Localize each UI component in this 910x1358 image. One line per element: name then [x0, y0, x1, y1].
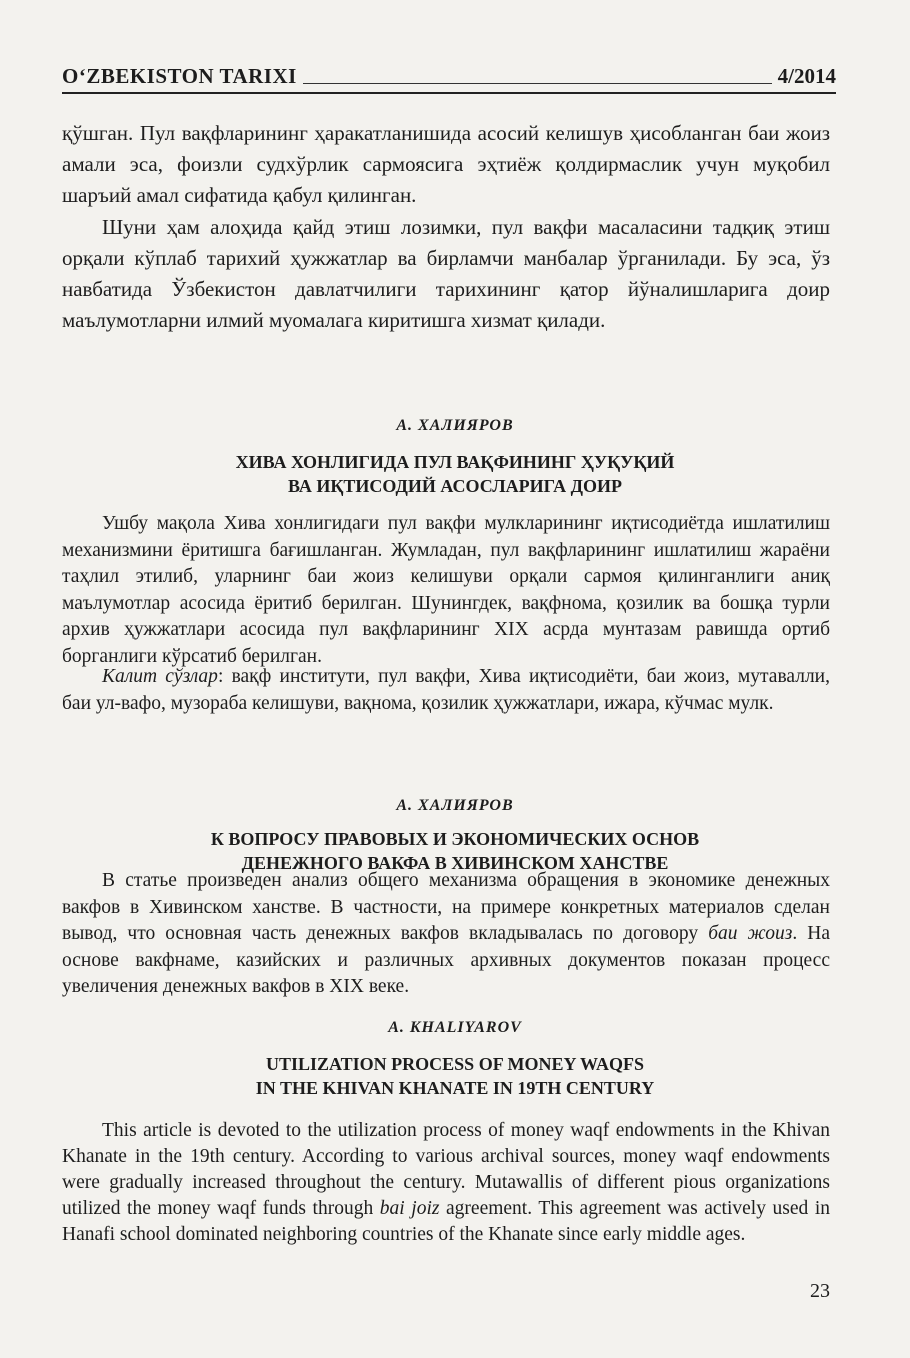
author-en: A. KHALIYAROV [388, 1019, 522, 1036]
keywords-label: Калит сўзлар [102, 666, 218, 687]
author-ru: А. ХАЛИЯРОВ [396, 797, 514, 814]
author-uz: А. ХАЛИЯРОВ [396, 417, 514, 434]
abstract-en-term: bai joiz [379, 1198, 440, 1219]
abstract-en-part-2: agreement. This agreement was actively used in Hanafi school dominated neighboring countries of the Khanate since early middle ages. [62, 1198, 830, 1245]
abstract-en [62, 1118, 830, 1248]
intro-paragraph-1: қўшган. Пул вақфларининг ҳаракатланишида асосий келишув ҳисобланган баи жоиз амали эса, фоизли судхўрлик сармоясига эҳтиёж қолдирмаслик учун муқобил шаръий амал сифатида қабул қилинган. [62, 121, 830, 207]
abstract-ru [62, 868, 830, 1001]
page-number: 23 [810, 1280, 830, 1302]
title-uz-line-1: ХИВА ХОНЛИГИДА ПУЛ ВАҚФИНИНГ ҲУҚУҚИЙ [235, 452, 675, 472]
title-uz-line-2: ВА ИҚТИСОДИЙ АСОСЛАРИГА ДОИР [287, 476, 623, 496]
intro-paragraph-2: Шуни ҳам алоҳида қайд этиш лозимки, пул вақфи масаласини тадқиқ этиш орқали кўплаб тарихий ҳужжатлар ва бирламчи манбалар ўрганилади. Бу эса, ўз навбатида Ўзбекистон давлатчилиги тарихининг қатор йўналишларига доир маълумотларни илмий муомалага киритишга хизмат қилади. [62, 215, 830, 332]
title-en-line-2: IN THE KHIVAN KHANATE IN 19TH CENTURY [255, 1078, 655, 1098]
title-en-line-1: UTILIZATION PROCESS OF MONEY WAQFS [265, 1054, 645, 1074]
article-title-uz [0, 450, 910, 498]
title-ru-line-2: ДЕНЕЖНОГО ВАКФА В ХИВИНСКОМ ХАНСТВЕ [241, 853, 669, 873]
keywords-text: : вақф институти, пул вақфи, Хива иқтисодиёти, баи жоиз, мутавалли, баи ул-вафо, музораба келишуви, вақнома, қозилик ҳужжатлари, ижара, кўчмас мулк. [62, 666, 830, 714]
abstract-en-part-1: This article is devoted to the utilization process of money waqf endowments in the Khivan Khanate in the 19th century. According to various archival sources, money waqf endowments were gradually increased throughout the century. Mutawallis of different pious organizations utilized the money waqf funds through [62, 1120, 830, 1219]
abstract-ru-part-2: . На основе вакфнаме, казийских и различных архивных документов показан процесс увеличения денежных вакфов в XIX веке. [62, 923, 830, 997]
running-header [62, 58, 836, 94]
header-rule [303, 83, 772, 84]
keywords-uz [62, 664, 830, 717]
issue-number: 4/2014 [777, 64, 836, 88]
article-title-en [0, 1052, 910, 1100]
abstract-ru-term: баи жоиз [708, 923, 793, 944]
journal-title: O‘ZBEKISTON TARIXI [62, 64, 297, 88]
abstract-uz: Ушбу мақола Хива хонлигидаги пул вақфи мулкларининг иқтисодиётда ишлатилиш механизмини ёритишга бағишланган. Жумладан, пул вақфларининг ишлатилиш жараёни таҳлил этилиб, уларнинг баи жоиз келишуви орқали сармоя қилинганлиги аниқ маълумотлар асосида ёритиб берилган. Шунингдек, вақфнома, қозилик ва бошқа турли архив ҳужжатлари асосида пул вақфларининг XIX асрда мунтазам равишда ортиб борганлиги кўрсатиб берилган. [62, 513, 830, 667]
abstract-ru-part-1: В статье произведен анализ общего механизма обращения в экономике денежных вакфов в Хивинском ханстве. В частности, на примере конкретных материалов сделан вывод, что основная часть денежных вакфов вкладывалась по договору [62, 870, 830, 944]
title-ru-line-1: К ВОПРОСУ ПРАВОВЫХ И ЭКОНОМИЧЕСКИХ ОСНОВ [210, 829, 700, 849]
